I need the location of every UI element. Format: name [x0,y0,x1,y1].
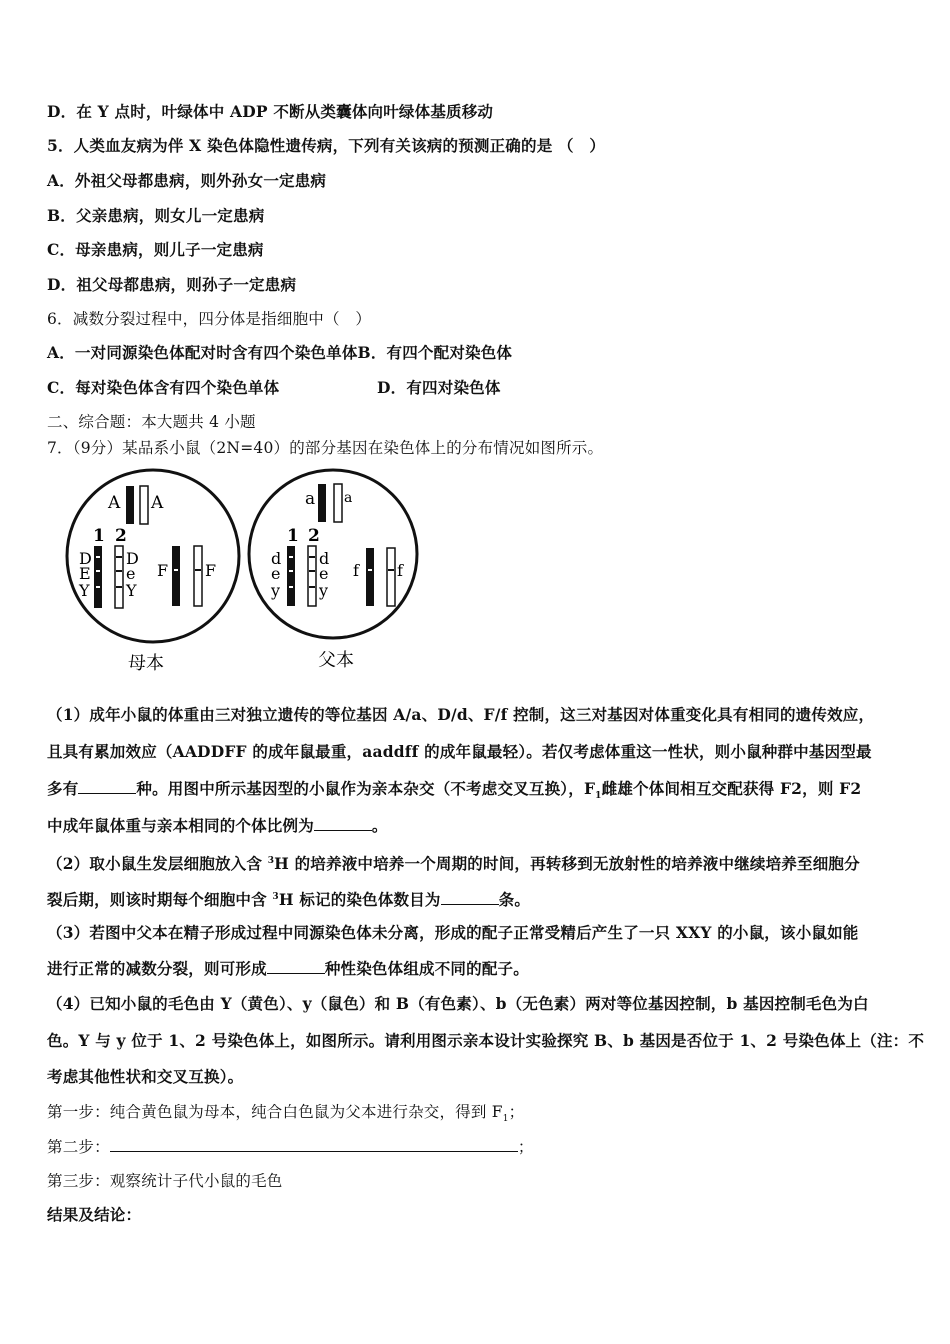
father-chr1-gene-2: e [271,564,281,583]
answer-blank-2[interactable] [314,816,372,831]
answer-blank-5[interactable] [110,1137,518,1152]
father-gene-a-right: a [344,490,353,506]
q7-p4-line3: 考虑其他性状和交叉互换）。 [47,1067,244,1086]
mother-chr-f-right [194,546,202,606]
father-gene-f-left: f [353,561,359,580]
q7-p1-line2: 且具有累加效应（AADDFF 的成年鼠最重，aaddff 的成年鼠最轻）。若仅考虑体重这一性状，则小鼠种群中基因型最 [47,742,872,761]
q7-p4-line1: （4）已知小鼠的毛色由 Y（黄色）、y（鼠色）和 B（有色素）、b（无色素）两对等位基因控制，b 基因控制毛色为白 [47,994,869,1013]
q6-option-d: D．有四对染色体 [377,378,501,397]
mother-gene-a-right: A [151,493,164,513]
q7-p1-line3: 多有 种。用图中所示基因型的小鼠作为亲本杂交（不考虑交叉互换），$F_1$雌雄个体间相互交配获得 F2，则 F2 [47,779,862,802]
q5-stem: 5．人类血友病为伴 X 染色体隐性遗传病，下列有关该病的预测正确的是 （ ） [47,136,606,155]
father-chr1-gene-1: d [271,549,282,568]
q7-p1-line1: （1）成年小鼠的体重由三对独立遗传的等位基因 A/a、D/d、F/f 控制，这三对基因对体重变化具有相同的遗传效应， [47,705,875,724]
q7-result: 结果及结论： [47,1205,142,1224]
mother-chr2-gene-3: Y [126,581,137,600]
mother-chr2-gene-2: e [126,564,136,583]
q6-option-b: B．有四个配对染色体 [357,343,513,362]
father-gene-a-left: a [305,489,316,509]
father-chr-2 [308,546,316,606]
mother-chr-f-left [172,546,180,606]
mother-gene-a-left: A [108,493,121,513]
father-chr2-gene-1: d [319,549,330,568]
q7-step2: 第二步： ； [47,1138,534,1156]
father-gene-f-right: f [397,561,403,580]
mother-chr-1 [94,546,102,608]
father-chr2-gene-2: e [319,564,329,583]
mother-chr-a-left [126,486,134,524]
q6-stem: 6．减数分裂过程中，四分体是指细胞中（ ） [47,310,372,328]
answer-blank-1[interactable] [78,779,136,794]
q7-p2-line1: （2）取小鼠生发层细胞放入含 $^3$H 的培养液中培养一个周期的时间，再转移到无放射性的培养液中继续培养至细胞分 [47,854,860,874]
q5-option-a: A．外祖父母都患病，则外孙女一定患病 [47,171,327,190]
answer-blank-3[interactable] [441,890,499,905]
q7-p1-line4: 中成年鼠体重与亲本相同的个体比例为 。 [47,816,388,835]
q7-p3-line2: 进行正常的减数分裂，则可形成 种性染色体组成不同的配子。 [47,959,529,978]
section-heading: 二、综合题：本大题共 4 小题 [47,413,256,431]
father-chr-a-right [334,484,342,522]
father-label: 父本 [318,650,354,671]
q4-option-d: D．在 Y 点时，叶绿体中 ADP 不断从类囊体向叶绿体基质移动 [47,102,494,121]
q6-options-ab [47,342,512,364]
father-chr-f-left [366,548,374,606]
father-chr1-gene-3: y [271,581,281,600]
mother-gene-f-left: F [157,561,169,580]
q7-step1: 第一步：纯合黄色鼠为母本，纯合白色鼠为父本进行杂交，得到 $F_1$； [47,1103,525,1125]
q7-p2-line2: 裂后期，则该时期每个细胞中含 $^3$H 标记的染色体数目为 条。 [47,890,531,910]
q6-option-c: C．每对染色体含有四个染色单体 [47,378,280,397]
mother-chr-num-2: 2 [115,526,127,546]
mother-chr1-gene-3: Y [79,581,90,600]
father-chr-num-1: 1 [287,526,299,546]
chromosome-diagram [50,466,430,681]
q5-option-c: C．母亲患病，则儿子一定患病 [47,240,264,259]
mother-chr1-gene-2: E [79,564,91,583]
q6-options-cd [47,377,501,399]
father-chr2-gene-3: y [319,581,329,600]
q5-option-d: D．祖父母都患病，则孙子一定患病 [47,275,297,294]
q7-p4-line2: 色。Y 与 y 位于 1、2 号染色体上，如图所示。请利用图示亲本设计实验探究 B、b 基因是否位于 1、2 号染色体上（注：不 [47,1031,925,1050]
father-chr-num-2: 2 [308,526,320,546]
mother-chr-a-right [140,486,148,524]
q7-step3: 第三步：观察统计子代小鼠的毛色 [47,1172,283,1190]
father-chr-1 [287,546,295,606]
q7-p3-line1: （3）若图中父本在精子形成过程中同源染色体未分离，形成的配子正常受精后产生了一只 XXY 的小鼠，该小鼠如能 [47,923,859,942]
mother-label: 母本 [128,653,164,674]
q7-stem: 7．（9分）某品系小鼠（2N=40）的部分基因在染色体上的分布情况如图所示。 [47,439,604,457]
mother-gene-f-right: F [205,561,217,580]
father-chr-a-left [318,484,326,522]
mother-chr2-gene-1: D [126,549,139,568]
q5-option-b: B．父亲患病，则女儿一定患病 [47,206,265,225]
answer-blank-4[interactable] [267,959,325,974]
mother-chr1-gene-1: D [79,549,92,568]
mother-chr-2 [115,546,123,608]
chromosome-figure [50,466,430,681]
q6-option-a: A．一对同源染色体配对时含有四个染色单体 [47,343,358,362]
mother-chr-num-1: 1 [93,526,105,546]
father-chr-f-right [387,548,395,606]
